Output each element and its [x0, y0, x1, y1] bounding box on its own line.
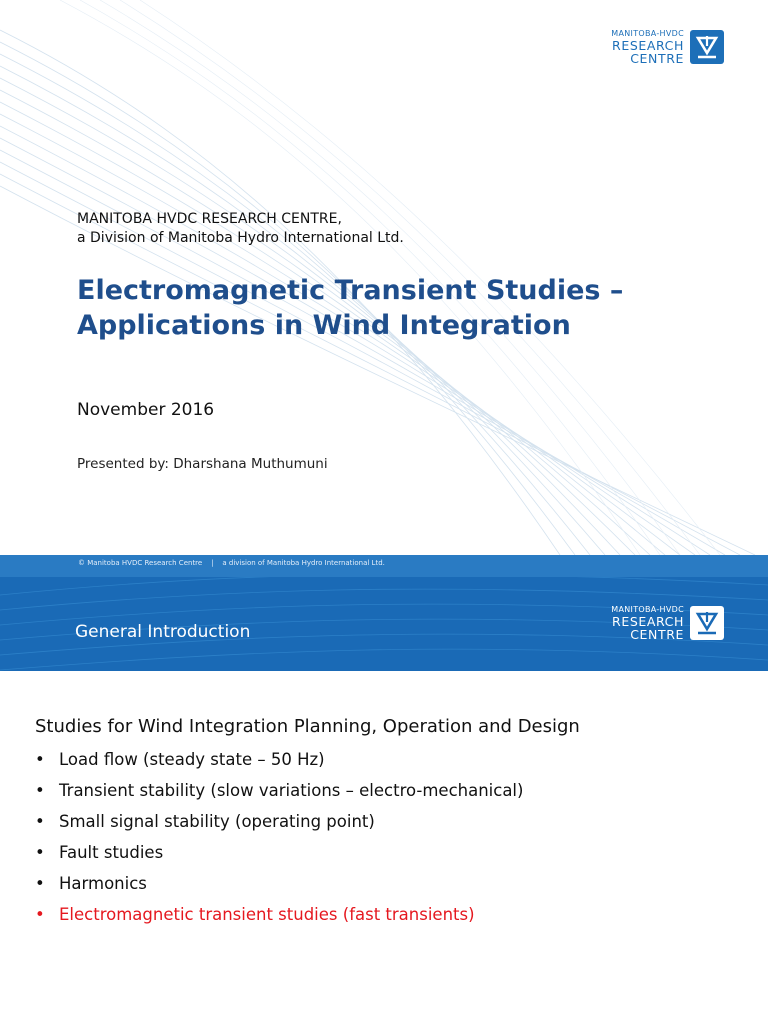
logo-line-2: RESEARCH: [612, 614, 684, 629]
list-item-text: Electromagnetic transient studies (fast transients): [59, 905, 475, 924]
section-banner: [0, 555, 768, 671]
tower-v-icon: [690, 606, 724, 640]
list-item: [35, 874, 523, 905]
study-list: [35, 750, 523, 936]
copyright-text: © Manitoba HVDC Research Centre | a division of Manitoba Hydro International Ltd.: [78, 559, 385, 567]
title-line-2: Applications in Wind Integration: [77, 310, 571, 341]
title-line-1: Electromagnetic Transient Studies –: [77, 275, 624, 306]
list-item-text: Transient stability (slow variations – electro-mechanical): [59, 781, 524, 800]
list-item: [35, 812, 523, 843]
organization-division: a Division of Manitoba Hydro International Ltd.: [77, 230, 404, 246]
presenter-line: Presented by: Dharshana Muthumuni: [77, 456, 328, 472]
logo-line-3: CENTRE: [630, 51, 684, 66]
research-centre-logo: [611, 29, 724, 65]
list-item-highlighted: [35, 905, 523, 936]
bullet-icon: •: [35, 874, 45, 893]
section-title: General Introduction: [75, 622, 251, 642]
logo-line-2: RESEARCH: [612, 38, 684, 53]
list-item-text: Fault studies: [59, 843, 164, 862]
presentation-date: November 2016: [77, 400, 215, 420]
list-item-text: Load flow (steady state – 50 Hz): [59, 750, 325, 769]
tower-v-icon: [690, 30, 724, 64]
list-item-text: Harmonics: [59, 874, 147, 893]
logo-line-1: MANITOBA-HVDC: [611, 29, 684, 38]
list-item: [35, 781, 523, 812]
bullet-icon: •: [35, 812, 45, 831]
logo-line-1: MANITOBA-HVDC: [611, 605, 684, 614]
slide-heading: Studies for Wind Integration Planning, Operation and Design: [35, 716, 580, 737]
organization-name: MANITOBA HVDC RESEARCH CENTRE,: [77, 211, 342, 227]
list-item: [35, 843, 523, 874]
research-centre-logo-footer: [611, 605, 724, 641]
bullet-icon: •: [35, 905, 45, 924]
logo-line-3: CENTRE: [630, 627, 684, 642]
list-item: [35, 750, 523, 781]
list-item-text: Small signal stability (operating point): [59, 812, 375, 831]
bullet-icon: •: [35, 843, 45, 862]
presentation-title: [77, 273, 727, 343]
bullet-icon: •: [35, 750, 45, 769]
bullet-icon: •: [35, 781, 45, 800]
copyright-strip: [0, 555, 768, 577]
